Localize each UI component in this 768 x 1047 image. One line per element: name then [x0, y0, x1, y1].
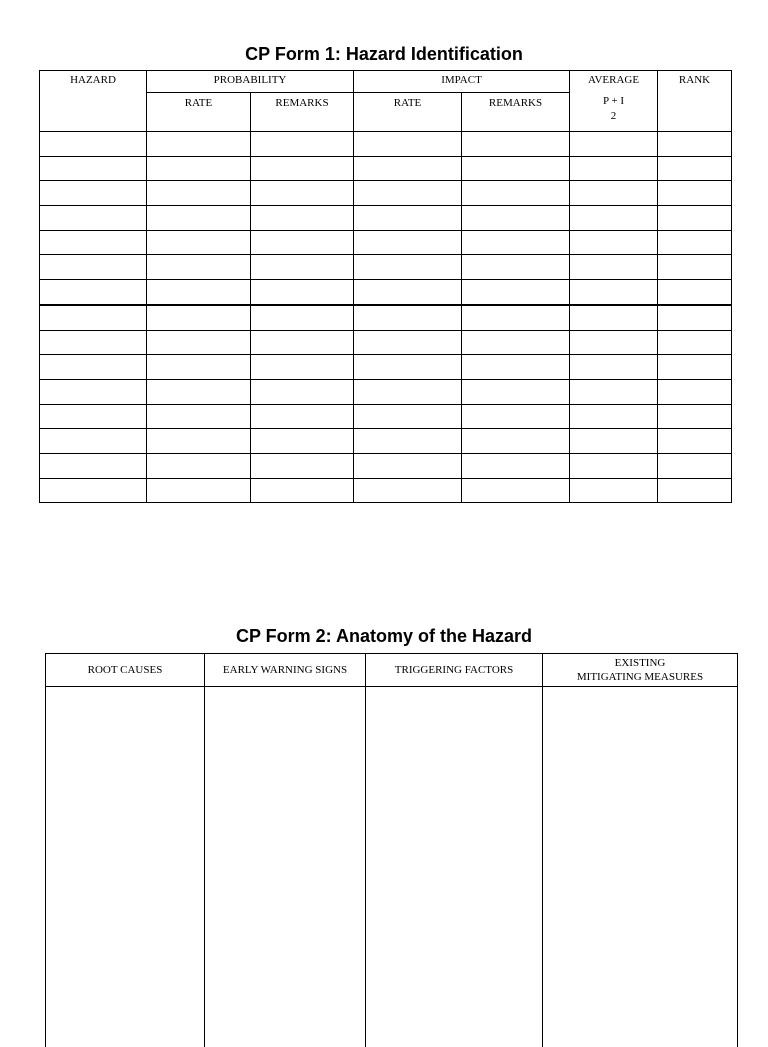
cell-probability-rate[interactable]: [147, 453, 251, 478]
table-row: [46, 687, 738, 1047]
cell-impact-remarks[interactable]: [462, 280, 570, 305]
table-row: [40, 379, 732, 404]
cell-impact-remarks[interactable]: [462, 429, 570, 454]
cell-impact-rate[interactable]: [354, 478, 462, 503]
cell-impact-rate[interactable]: [354, 132, 462, 157]
cell-probability-rate[interactable]: [147, 478, 251, 503]
hazard-identification-table: [39, 70, 732, 503]
cell-rank[interactable]: [658, 181, 732, 206]
table-row: [40, 230, 732, 255]
table-row: [40, 478, 732, 503]
header-impact-rate: RATE: [354, 93, 462, 132]
cell-impact-rate[interactable]: [354, 330, 462, 355]
cell-average[interactable]: [570, 156, 658, 181]
cell-probability-rate[interactable]: [147, 132, 251, 157]
average-formula-numerator: P + I: [603, 95, 624, 107]
cell-impact-rate[interactable]: [354, 230, 462, 255]
table-row: [40, 206, 732, 231]
cell-probability-rate[interactable]: [147, 230, 251, 255]
cell-rank[interactable]: [658, 305, 732, 330]
cell-impact-remarks[interactable]: [462, 330, 570, 355]
cell-probability-remarks[interactable]: [251, 132, 354, 157]
table-row: [40, 429, 732, 454]
cell-probability-remarks[interactable]: [251, 453, 354, 478]
cell-average[interactable]: [570, 379, 658, 404]
header-existing-line1: EXISTING: [615, 657, 666, 669]
cell-average[interactable]: [570, 453, 658, 478]
cell-rank[interactable]: [658, 230, 732, 255]
form2-title: CP Form 2: Anatomy of the Hazard: [0, 625, 768, 647]
average-formula: [570, 94, 657, 124]
cell-probability-rate[interactable]: [147, 404, 251, 429]
cell-impact-rate[interactable]: [354, 206, 462, 231]
cell-early-warning-signs[interactable]: [205, 687, 366, 1047]
cell-impact-rate[interactable]: [354, 280, 462, 305]
table-row: [40, 404, 732, 429]
header-triggering-factors: TRIGGERING FACTORS: [366, 654, 543, 687]
table-row: [40, 280, 732, 305]
cell-probability-rate[interactable]: [147, 156, 251, 181]
header-probability: PROBABILITY: [147, 71, 354, 93]
cell-probability-rate[interactable]: [147, 355, 251, 380]
cell-probability-remarks[interactable]: [251, 355, 354, 380]
header-average: [570, 71, 658, 132]
cell-probability-rate[interactable]: [147, 181, 251, 206]
cell-probability-remarks[interactable]: [251, 379, 354, 404]
cell-hazard[interactable]: [40, 429, 147, 454]
cell-hazard[interactable]: [40, 404, 147, 429]
cell-hazard[interactable]: [40, 379, 147, 404]
cell-hazard[interactable]: [40, 478, 147, 503]
cell-rank[interactable]: [658, 280, 732, 305]
cell-probability-rate[interactable]: [147, 429, 251, 454]
cell-probability-remarks[interactable]: [251, 206, 354, 231]
cell-rank[interactable]: [658, 206, 732, 231]
cell-impact-remarks[interactable]: [462, 132, 570, 157]
cell-hazard[interactable]: [40, 206, 147, 231]
cell-hazard[interactable]: [40, 132, 147, 157]
cell-probability-remarks[interactable]: [251, 156, 354, 181]
cell-impact-rate[interactable]: [354, 355, 462, 380]
cell-probability-rate[interactable]: [147, 255, 251, 280]
cell-impact-rate[interactable]: [354, 181, 462, 206]
cell-hazard[interactable]: [40, 355, 147, 380]
average-formula-denominator: 2: [611, 110, 617, 122]
cell-average[interactable]: [570, 206, 658, 231]
hazard-identification-body: [40, 132, 732, 503]
header-early-warning-signs: EARLY WARNING SIGNS: [205, 654, 366, 687]
cell-probability-rate[interactable]: [147, 280, 251, 305]
cell-hazard[interactable]: [40, 453, 147, 478]
cell-average[interactable]: [570, 280, 658, 305]
header-average-label: AVERAGE: [588, 74, 639, 86]
header-probability-remarks: REMARKS: [251, 93, 354, 132]
cell-probability-remarks[interactable]: [251, 305, 354, 330]
cell-impact-remarks[interactable]: [462, 305, 570, 330]
cell-probability-remarks[interactable]: [251, 280, 354, 305]
cell-impact-rate[interactable]: [354, 379, 462, 404]
table-row: [40, 255, 732, 280]
cell-probability-remarks[interactable]: [251, 478, 354, 503]
header-existing-mitigating-measures: [543, 654, 738, 687]
cell-probability-remarks[interactable]: [251, 429, 354, 454]
header-impact: IMPACT: [354, 71, 570, 93]
cell-probability-remarks[interactable]: [251, 255, 354, 280]
cell-rank[interactable]: [658, 379, 732, 404]
cell-rank[interactable]: [658, 156, 732, 181]
form1-title: CP Form 1: Hazard Identification: [0, 43, 768, 65]
cell-probability-rate[interactable]: [147, 330, 251, 355]
cell-impact-remarks[interactable]: [462, 255, 570, 280]
header-impact-remarks: REMARKS: [462, 93, 570, 132]
cell-existing-mitigating-measures[interactable]: [543, 687, 738, 1047]
cell-probability-remarks[interactable]: [251, 181, 354, 206]
header-probability-rate: RATE: [147, 93, 251, 132]
cell-average[interactable]: [570, 181, 658, 206]
table-row: [40, 156, 732, 181]
cell-rank[interactable]: [658, 429, 732, 454]
cell-impact-remarks[interactable]: [462, 453, 570, 478]
cell-hazard[interactable]: [40, 330, 147, 355]
cell-average[interactable]: [570, 355, 658, 380]
cell-impact-rate[interactable]: [354, 255, 462, 280]
cell-rank[interactable]: [658, 478, 732, 503]
cell-average[interactable]: [570, 478, 658, 503]
cell-probability-remarks[interactable]: [251, 330, 354, 355]
cell-average[interactable]: [570, 255, 658, 280]
table-row: [40, 330, 732, 355]
cell-rank[interactable]: [658, 330, 732, 355]
cell-hazard[interactable]: [40, 181, 147, 206]
table-row: [40, 355, 732, 380]
cell-rank[interactable]: [658, 255, 732, 280]
cell-impact-remarks[interactable]: [462, 404, 570, 429]
cell-average[interactable]: [570, 404, 658, 429]
cell-average[interactable]: [570, 305, 658, 330]
cell-average[interactable]: [570, 429, 658, 454]
header-existing-line2: MITIGATING MEASURES: [577, 671, 703, 683]
cell-hazard[interactable]: [40, 280, 147, 305]
header-hazard: HAZARD: [40, 71, 147, 132]
cell-hazard[interactable]: [40, 255, 147, 280]
cell-impact-rate[interactable]: [354, 156, 462, 181]
cell-hazard[interactable]: [40, 305, 147, 330]
table-row: [40, 453, 732, 478]
anatomy-of-hazard-table: [45, 653, 738, 1047]
cell-average[interactable]: [570, 330, 658, 355]
cell-impact-rate[interactable]: [354, 429, 462, 454]
cell-probability-remarks[interactable]: [251, 404, 354, 429]
cell-probability-rate[interactable]: [147, 305, 251, 330]
cell-impact-rate[interactable]: [354, 305, 462, 330]
header-rank: RANK: [658, 71, 732, 132]
table-row: [40, 132, 732, 157]
anatomy-of-hazard-body: [46, 687, 738, 1047]
cell-average[interactable]: [570, 230, 658, 255]
cell-rank[interactable]: [658, 355, 732, 380]
cell-rank[interactable]: [658, 453, 732, 478]
cell-impact-remarks[interactable]: [462, 379, 570, 404]
cell-probability-remarks[interactable]: [251, 230, 354, 255]
table-row: [40, 305, 732, 330]
cell-impact-rate[interactable]: [354, 453, 462, 478]
cell-impact-remarks[interactable]: [462, 206, 570, 231]
cell-impact-remarks[interactable]: [462, 230, 570, 255]
cell-impact-remarks[interactable]: [462, 181, 570, 206]
cell-triggering-factors[interactable]: [366, 687, 543, 1047]
cell-root-causes[interactable]: [46, 687, 205, 1047]
cell-impact-remarks[interactable]: [462, 156, 570, 181]
cell-rank[interactable]: [658, 404, 732, 429]
table-row: [40, 181, 732, 206]
header-root-causes: ROOT CAUSES: [46, 654, 205, 687]
cell-impact-remarks[interactable]: [462, 355, 570, 380]
cell-impact-rate[interactable]: [354, 404, 462, 429]
cell-impact-remarks[interactable]: [462, 478, 570, 503]
cell-hazard[interactable]: [40, 156, 147, 181]
cell-probability-rate[interactable]: [147, 379, 251, 404]
cell-rank[interactable]: [658, 132, 732, 157]
cell-average[interactable]: [570, 132, 658, 157]
cell-hazard[interactable]: [40, 230, 147, 255]
cell-probability-rate[interactable]: [147, 206, 251, 231]
